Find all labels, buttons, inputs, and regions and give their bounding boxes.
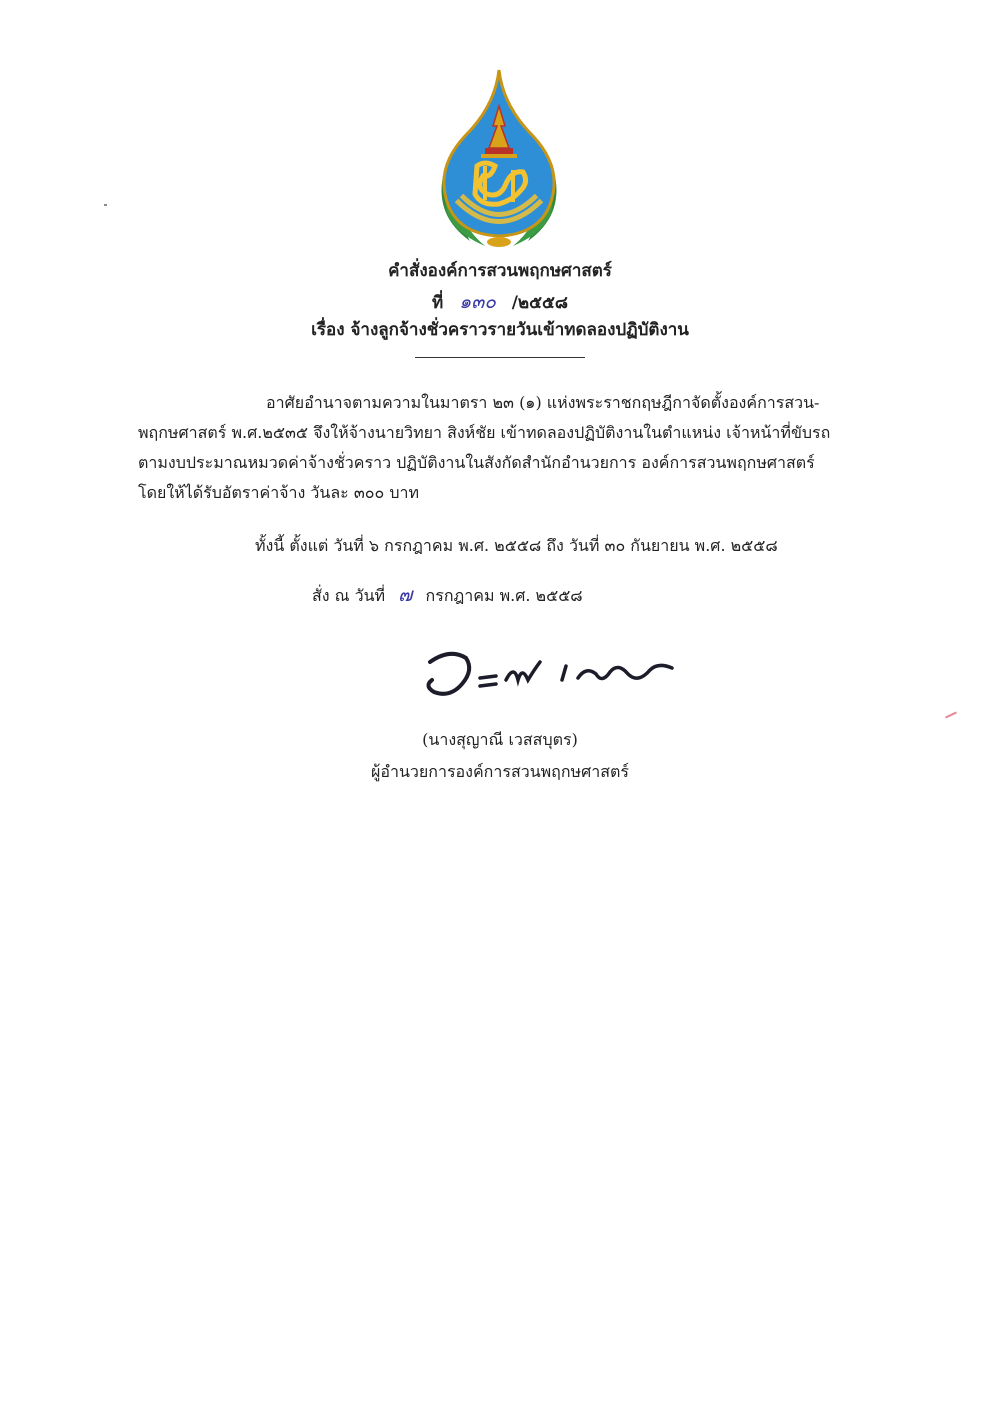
scan-speck [104, 204, 107, 206]
number-label: ที่ [432, 293, 444, 313]
body-line: พฤกษศาสตร์ พ.ศ.๒๕๓๕ จึงให้จ้างนายวิทยา สิงห์ชัย เข้าทดลองปฏิบัติงานในตำแหน่ง เจ้าหน้าที่ขับรถ [138, 423, 831, 442]
effective-period: ทั้งนี้ ตั้งแต่ วันที่ ๖ กรกฎาคม พ.ศ. ๒๕๕๘ ถึง วันที่ ๓๐ กันยายน พ.ศ. ๒๕๕๘ [255, 536, 778, 555]
ordered-suffix: กรกฎาคม พ.ศ. ๒๕๕๘ [425, 586, 583, 605]
ordered-date [312, 580, 583, 610]
document-title: คำสั่งองค์การสวนพฤกษศาสตร์ [388, 261, 612, 281]
signer-position: ผู้อำนวยการองค์การสวนพฤกษศาสตร์ [371, 762, 629, 781]
body-line: โดยให้ได้รับอัตราค่าจ้าง วันละ ๓๐๐ บาท [138, 483, 420, 502]
signer-name: (นางสุญาณี เวสสบุตร) [422, 730, 578, 749]
divider [415, 357, 585, 358]
ordered-day: ๗ [398, 584, 413, 606]
number-year: /๒๕๕๘ [511, 293, 568, 313]
document-number [0, 287, 1000, 317]
emblem-logo [425, 66, 573, 250]
body-line: ตามงบประมาณหมวดค่าจ้างชั่วคราว ปฏิบัติงานในสังกัดสำนักอำนวยการ องค์การสวนพฤกษศาสตร์ [138, 453, 815, 472]
document-subject: เรื่อง จ้างลูกจ้างชั่วคราวรายวันเข้าทดลองปฏิบัติงาน [311, 320, 689, 340]
scan-speck [945, 712, 957, 719]
number-value: ๑๓๐ [459, 291, 496, 313]
body-paragraph [138, 388, 866, 508]
ordered-prefix: สั่ง ณ วันที่ [312, 586, 386, 605]
body-line: อาศัยอำนาจตามความในมาตรา ๒๓ (๑) แห่งพระราชกฤษฎีกาจัดตั้งองค์การสวน- [266, 393, 820, 412]
handwritten-signature [410, 640, 690, 710]
